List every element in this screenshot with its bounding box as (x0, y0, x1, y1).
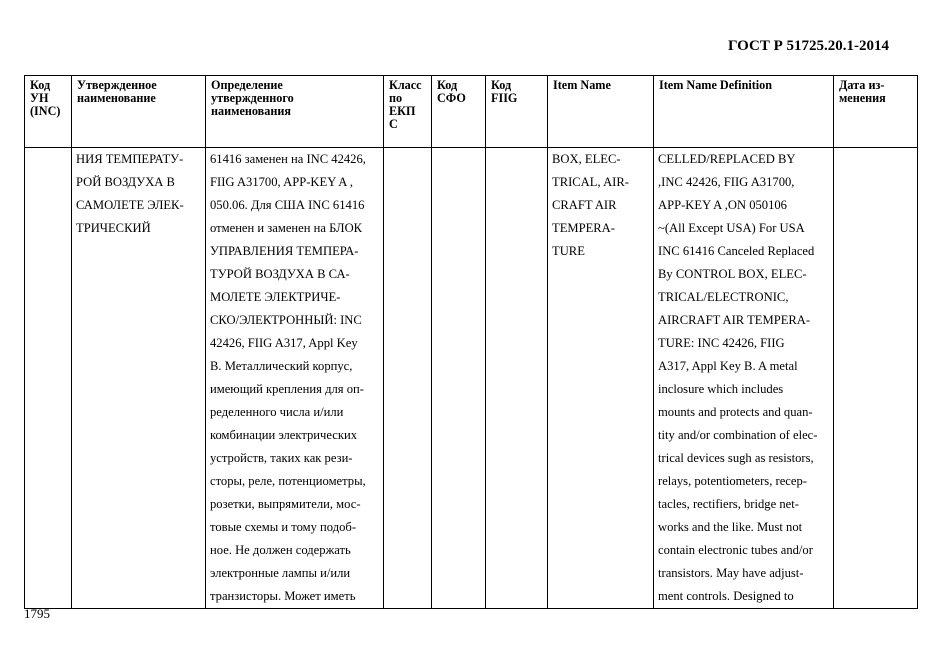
text-line: By CONTROL BOX, ELEC- (658, 267, 807, 281)
col-inc-header: Код УН (INC) (25, 76, 72, 148)
text-line: транзисторы. Может иметь (210, 589, 356, 603)
cell-change-date (834, 148, 918, 609)
col-item-name-header: Item Name (548, 76, 654, 148)
text-line: inclosure which includes (658, 382, 784, 396)
text-line: A317, Appl Key B. A metal (658, 359, 798, 373)
text-line: TRICAL, AIR- (552, 175, 629, 189)
text-line: МОЛЕТЕ ЭЛЕКТРИЧЕ- (210, 290, 341, 304)
text-line: ,INC 42426, FIIG A31700, (658, 175, 795, 189)
header-row (25, 76, 918, 148)
text-line: 61416 заменен на INC 42426, (210, 152, 366, 166)
col-class-header: Класс по ЕКП С (384, 76, 432, 148)
text-line: TURE (552, 244, 585, 258)
cell-inc (25, 148, 72, 609)
cell-approved-name (72, 148, 206, 609)
text-line: 050.06. Для США INC 61416 (210, 198, 365, 212)
col-definition-header: Определение утвержденного наименования (206, 76, 384, 148)
cell-item-name-definition (654, 148, 834, 609)
text-line: tacles, rectifiers, bridge net- (658, 497, 799, 511)
text-line: САМОЛЕТЕ ЭЛЕК- (76, 198, 184, 212)
text-line: B. Металлический корпус, (210, 359, 353, 373)
text-line: электронные лампы и/или (210, 566, 351, 580)
text-line: AIRCRAFT AIR TEMPERA- (658, 313, 811, 327)
cell-sfo (432, 148, 486, 609)
text-line: trical devices sugh as resistors, (658, 451, 814, 465)
cell-class (384, 148, 432, 609)
text-line: CRAFT AIR (552, 198, 617, 212)
text-line: ment controls. Designed to (658, 589, 794, 603)
text-line: ТУРОЙ ВОЗДУХА В СА- (210, 267, 350, 281)
text-line: BOX, ELEC- (552, 152, 621, 166)
text-line: ределенного числа и/или (210, 405, 344, 419)
text-line: relays, potentiometers, recep- (658, 474, 807, 488)
text-line: mounts and protects and quan- (658, 405, 813, 419)
text-line: отменен и заменен на БЛОК (210, 221, 363, 235)
text-line: РОЙ ВОЗДУХА В (76, 175, 175, 189)
cell-item-name (548, 148, 654, 609)
col-fiig-header: Код FIIG (486, 76, 548, 148)
text-line: НИЯ ТЕМПЕРАТУ- (76, 152, 184, 166)
text-line: ное. Не должен содержать (210, 543, 351, 557)
text-line: товые схемы и тому подоб- (210, 520, 357, 534)
text-line: ~(All Except USA) For USA (658, 221, 805, 235)
text-line: contain electronic tubes and/or (658, 543, 813, 557)
text-line: TEMPERA- (552, 221, 615, 235)
text-line: tity and/or combination of elec- (658, 428, 818, 442)
text-line: TRICAL/ELECTRONIC, (658, 290, 789, 304)
text-line: устройств, таких как рези- (210, 451, 353, 465)
text-line: TURE: INC 42426, FIIG (658, 336, 785, 350)
text-line: 42426, FIIG A317, Appl Key (210, 336, 358, 350)
cell-definition (206, 148, 384, 609)
table-row (25, 148, 918, 609)
text-line: СКО/ЭЛЕКТРОННЫЙ: INC (210, 313, 362, 327)
page-number: 1795 (24, 606, 50, 621)
text-line: APP-KEY A ,ON 050106 (658, 198, 787, 212)
text-line: works and the like. Must not (658, 520, 803, 534)
col-item-name-definition-header: Item Name Definition (654, 76, 834, 148)
text-line: имеющий крепления для оп- (210, 382, 364, 396)
col-approved-name-header: Утвержденное наименование (72, 76, 206, 148)
text-line: INC 61416 Canceled Replaced (658, 244, 815, 258)
text-line: УПРАВЛЕНИЯ ТЕМПЕРА- (210, 244, 359, 258)
text-line: розетки, выпрямители, мос- (210, 497, 361, 511)
col-change-date-header: Дата из- менения (834, 76, 918, 148)
col-sfo-header: Код СФО (432, 76, 486, 148)
text-line: сторы, реле, потенциометры, (210, 474, 366, 488)
text-line: transistors. May have adjust- (658, 566, 804, 580)
text-line: комбинации электрических (210, 428, 358, 442)
text-line: FIIG A31700, APP-KEY A , (210, 175, 353, 189)
text-line: CELLED/REPLACED BY (658, 152, 796, 166)
cell-fiig (486, 148, 548, 609)
text-line: ТРИЧЕСКИЙ (76, 221, 151, 235)
document-title: ГОСТ Р 51725.20.1-2014 (727, 38, 889, 54)
catalog-table (24, 75, 918, 609)
